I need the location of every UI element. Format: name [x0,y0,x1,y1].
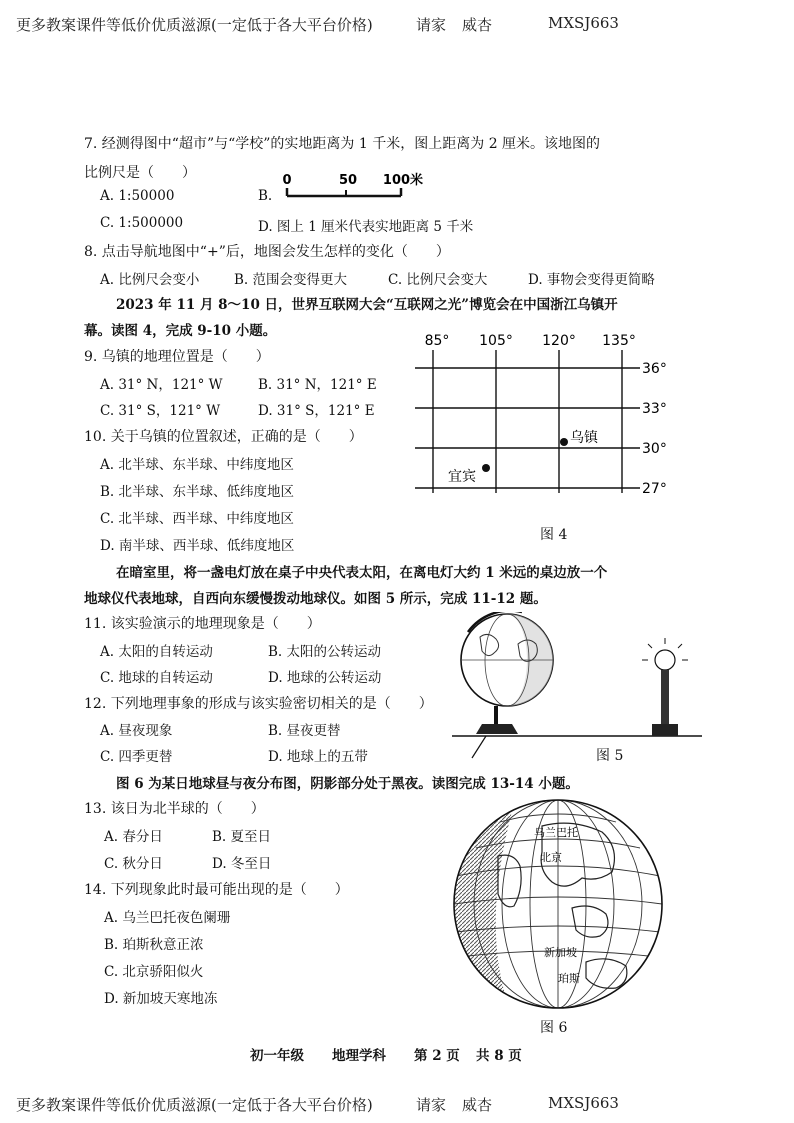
q11-option-c: C. 地球的自转运动 [100,670,213,686]
q9-option-d: D. 31° S，121° E [258,403,375,419]
q8-stem: 8. 点击导航地图中“+”后，地图会发生怎样的变化（ ） [84,244,450,260]
figure-5-caption: 图 5 [596,748,624,764]
bottom-contact-name: 威杏 [462,1096,493,1114]
q8-option-a: A. 比例尺会变小 [100,272,200,288]
bottom-code: MXSJ663 [548,1094,619,1112]
footer-grade: 初一年级 [250,1048,304,1064]
footer-subject: 地理学科 [332,1048,386,1064]
bottom-contact-label: 请家 [416,1096,447,1114]
q14-option-a: A. 乌兰巴托夜色阑珊 [104,910,231,926]
q10-option-d: D. 南半球、西半球、低纬度地区 [100,538,295,554]
lon-120: 120° [542,333,576,349]
header-contact-label: 请家 [416,16,447,34]
lat-27: 27° [642,481,667,497]
q11-stem: 11. 该实验演示的地理现象是（ ） [84,616,321,632]
q14-stem: 14. 下列现象此时最可能出现的是（ ） [84,882,349,898]
q8-option-d: D. 事物会变得更简略 [528,272,655,288]
label-ulaanbaatar: 乌兰巴托 [534,826,578,839]
q8-option-b: B. 范围会变得更大 [234,272,348,288]
q7-option-c: C. 1:500000 [100,215,184,231]
q13-option-a: A. 春分日 [104,829,163,845]
intro-wuzhen-line1: 2023 年 11 月 8～10 日，世界互联网大会“互联网之光”博览会在中国浙江乌镇开 [116,297,618,313]
header-code: MXSJ663 [548,14,619,32]
lat-33: 33° [642,401,667,417]
q12-option-d: D. 地球上的五带 [268,749,368,765]
label-beijing: 北京 [540,851,562,864]
yibin-dot [482,464,490,472]
lamp-stand [661,670,669,724]
q11-option-d: D. 地球的公转运动 [268,670,382,686]
figure-6-caption: 图 6 [540,1020,568,1036]
q12-option-a: A. 昼夜现象 [100,723,173,739]
q9-option-c: C. 31° S，121° W [100,403,221,419]
wuzhen-label: 乌镇 [570,430,598,446]
label-perth: 珀斯 [558,972,580,985]
label-singapore: 新加坡 [544,946,577,959]
q12-stem: 12. 下列地理事象的形成与该实验密切相关的是（ ） [84,696,433,712]
yibin-label: 宜宾 [448,469,476,485]
figure-4-caption: 图 4 [540,527,568,543]
figure-6-globe [446,796,676,1016]
q7-option-a: A. 1:50000 [100,188,175,204]
figure-4-grid [410,328,680,498]
intro-experiment-line2: 地球仪代表地球，自西向东缓慢拨动地球仪。如图 5 所示，完成 11-12 题。 [84,591,547,607]
q13-option-b: B. 夏至日 [212,829,272,845]
q10-stem: 10. 关于乌镇的位置叙述，正确的是（ ） [84,429,363,445]
q14-option-b: B. 珀斯秋意正浓 [104,937,204,953]
q7-option-b-prefix: B. [258,188,273,204]
q10-option-b: B. 北半球、东半球、低纬度地区 [100,484,295,500]
lat-36: 36° [642,361,667,377]
intro-experiment-line1: 在暗室里，将一盏电灯放在桌子中央代表太阳，在离电灯大约 1 米远的桌边放一个 [116,565,608,581]
lon-85: 85° [424,333,450,349]
lon-105: 105° [479,333,513,349]
q8-option-c: C. 比例尺会变大 [388,272,488,288]
header-promo: 更多教案课件等低价优质滋源(一定低于各大平台价格) [16,16,373,34]
q7-stem-line2: 比例尺是（ ） [84,165,196,181]
header-contact-name: 威杏 [462,16,493,34]
lat-30: 30° [642,441,667,457]
scale-bar [276,170,436,206]
q9-option-a: A. 31° N，121° W [100,377,223,393]
q10-option-a: A. 北半球、东半球、中纬度地区 [100,457,294,473]
q13-option-c: C. 秋分日 [104,856,163,872]
q11-option-a: A. 太阳的自转运动 [100,644,213,660]
wuzhen-dot [560,438,568,446]
q14-option-c: C. 北京骄阳似火 [104,964,204,980]
lamp-bulb [655,650,675,670]
q13-stem: 13. 该日为北半球的（ ） [84,801,265,817]
q14-option-d: D. 新加坡天寒地冻 [104,991,218,1007]
q10-option-c: C. 北半球、西半球、中纬度地区 [100,511,294,527]
scale-label-0: 0 [282,173,292,188]
footer-page: 第 2 页 [414,1048,460,1064]
scale-label-100: 100米 [382,173,424,188]
q7-stem-line1: 7. 经测得图中“超市”与“学校”的实地距离为 1 千米，图上距离为 2 厘米。该地图的 [84,136,601,152]
footer-total: 共 8 页 [476,1048,522,1064]
q11-option-b: B. 太阳的公转运动 [268,644,382,660]
intro-daynight-line1: 图 6 为某日地球昼与夜分布图，阴影部分处于黑夜。读图完成 13-14 小题。 [116,776,579,792]
q12-option-c: C. 四季更替 [100,749,173,765]
q9-option-b: B. 31° N，121° E [258,377,377,393]
figure-5-experiment [452,612,702,762]
q9-stem: 9. 乌镇的地理位置是（ ） [84,349,270,365]
q7-option-d: D. 图上 1 厘米代表实地距离 5 千米 [258,219,474,235]
scale-label-50: 50 [338,173,358,188]
q12-option-b: B. 昼夜更替 [268,723,341,739]
q13-option-d: D. 冬至日 [212,856,272,872]
lon-135: 135° [602,333,636,349]
bottom-promo: 更多教案课件等低价优质滋源(一定低于各大平台价格) [16,1096,373,1114]
intro-wuzhen-line2: 幕。读图 4，完成 9-10 小题。 [84,323,277,339]
